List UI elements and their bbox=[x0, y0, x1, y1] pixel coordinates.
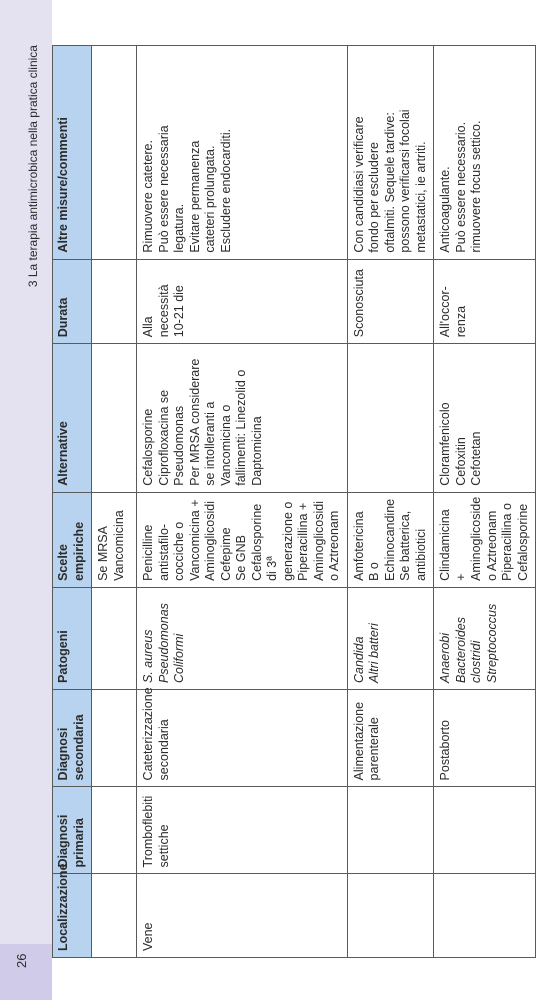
cell-scelte-empiriche: Amfotericina B o Echinocandine Se batterica, antibiotici bbox=[347, 492, 434, 587]
page-number: 26 bbox=[14, 953, 29, 968]
header-diagnosi-secondaria: Diagnosi secondaria bbox=[53, 690, 92, 787]
table-header-row bbox=[53, 46, 92, 958]
cell-alternative bbox=[347, 344, 434, 493]
header-localizzazione: Localizzazione bbox=[53, 874, 92, 958]
cell-localizzazione bbox=[347, 874, 434, 958]
cell-localizzazione bbox=[92, 874, 137, 958]
table-row bbox=[434, 46, 536, 958]
cell-patogeni bbox=[92, 587, 137, 689]
cell-durata: Alla necessità 10-21 die bbox=[137, 259, 348, 344]
cell-scelte-empiriche: Penicilline antistafilo- cocciche o Vancomicina + Aminoglicosidi Cefepime Se GNB Cefalosporine di 3ª generazione o Piperacillina + Aminoglicosidi o Aztreonam bbox=[137, 492, 348, 587]
cell-commenti: Rimuovere catetere. Può essere necessaria legatura. Evitare permanenza cateteri prolungata. Escludere endocarditi. bbox=[137, 46, 348, 260]
cell-scelte-empiriche: Se MRSA Vancomicina bbox=[92, 492, 137, 587]
cell-patogeni: Anaerobi Bacteroides clostridi Streptococcus bbox=[434, 587, 536, 689]
cell-diagnosi-secondaria bbox=[92, 690, 137, 787]
cell-diagnosi-secondaria: Cateterizzazione secondaria bbox=[137, 690, 348, 787]
table-row bbox=[137, 46, 348, 958]
header-scelte-empiriche: Scelte empiriche bbox=[53, 492, 92, 587]
cell-commenti bbox=[92, 46, 137, 260]
cell-commenti: Anticoagulante. Può essere necessario. rimuovere focus settico. bbox=[434, 46, 536, 260]
cell-commenti: Con candidiasi verificare fondo per escludere oftalmiti. Sequele tardive: possono verificarsi focolai metastatici, ie artriti. bbox=[347, 46, 434, 260]
cell-scelte-empiriche: Clindamicina + Aminoglicoside o Aztreonam Piperacillina o Cefalosporine bbox=[434, 492, 536, 587]
cell-alternative: Cloramfenicolo Cefoxitin Cefotetan bbox=[434, 344, 536, 493]
cell-diagnosi-primaria bbox=[92, 787, 137, 874]
cell-durata: Sconosciuta bbox=[347, 259, 434, 344]
cell-patogeni: S. aureus Pseudomonas Coliformi bbox=[137, 587, 348, 689]
cell-diagnosi-secondaria: Postaborto bbox=[434, 690, 536, 787]
cell-diagnosi-primaria bbox=[347, 787, 434, 874]
header-durata: Durata bbox=[53, 259, 92, 344]
rotated-table-container bbox=[52, 0, 530, 951]
cell-diagnosi-primaria: Tromboflebiti settiche bbox=[137, 787, 348, 874]
cell-diagnosi-primaria bbox=[434, 787, 536, 874]
cell-durata: All'occor- renza bbox=[434, 259, 536, 344]
running-header-text: 3 La terapia antimicrobica nella pratica clinica bbox=[26, 45, 40, 288]
header-commenti: Altre misure/commenti bbox=[53, 46, 92, 260]
cell-durata bbox=[92, 259, 137, 344]
cell-patogeni: Candida Altri batteri bbox=[347, 587, 434, 689]
header-patogeni: Patogeni bbox=[53, 587, 92, 689]
table-row bbox=[92, 46, 137, 958]
antimicrobial-therapy-table bbox=[52, 45, 536, 958]
table-row bbox=[347, 46, 434, 958]
cell-alternative: Cefalosporine Ciprofloxacina se Pseudomonas Per MRSA considerare se intolleranti a Vancomicina o fallimenti: Linezolid o Daptomicina bbox=[137, 344, 348, 493]
header-alternative: Alternative bbox=[53, 344, 92, 493]
header-diagnosi-primaria: Diagnosi primaria bbox=[53, 787, 92, 874]
cell-alternative bbox=[92, 344, 137, 493]
cell-diagnosi-secondaria: Alimentazione parenterale bbox=[347, 690, 434, 787]
cell-localizzazione: Vene bbox=[137, 874, 348, 958]
page-number-tab bbox=[0, 944, 52, 1000]
cell-localizzazione bbox=[434, 874, 536, 958]
